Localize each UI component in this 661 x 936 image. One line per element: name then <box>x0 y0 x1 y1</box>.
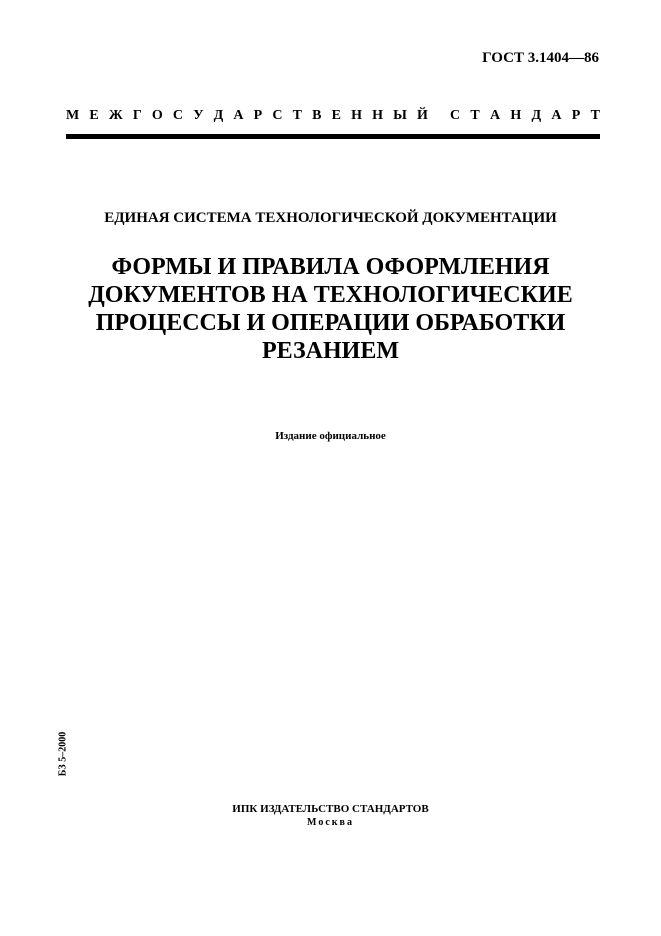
main-title-line: РЕЗАНИЕМ <box>262 338 399 364</box>
side-code-text: БЗ 5–2000 <box>57 731 68 777</box>
standard-type-word-standard: С Т А Н Д А Р Т <box>450 108 600 123</box>
main-title-line: ПРОЦЕССЫ И ОПЕРАЦИИ ОБРАБОТКИ <box>95 310 566 336</box>
main-title <box>40 253 621 365</box>
publisher-name: ИПК ИЗДАТЕЛЬСТВО СТАНДАРТОВ <box>232 803 429 815</box>
document-number: ГОСТ 3.1404—86 <box>482 50 599 66</box>
standard-type-word-interstate: М Е Ж Г О С У Д А Р С Т В Е Н Н Ы Й <box>66 108 428 123</box>
edition-note: Издание официальное <box>275 430 386 442</box>
system-title: ЕДИНАЯ СИСТЕМА ТЕХНОЛОГИЧЕСКОЙ ДОКУМЕНТАЦИИ <box>104 210 557 226</box>
side-code <box>55 724 70 784</box>
main-title-line: ФОРМЫ И ПРАВИЛА ОФОРМЛЕНИЯ <box>111 254 550 280</box>
standard-type-heading <box>66 108 600 124</box>
main-title-line: ДОКУМЕНТОВ НА ТЕХНОЛОГИЧЕСКИЕ <box>88 282 573 308</box>
publisher-city: Москва <box>307 817 354 828</box>
header-divider <box>66 134 600 139</box>
